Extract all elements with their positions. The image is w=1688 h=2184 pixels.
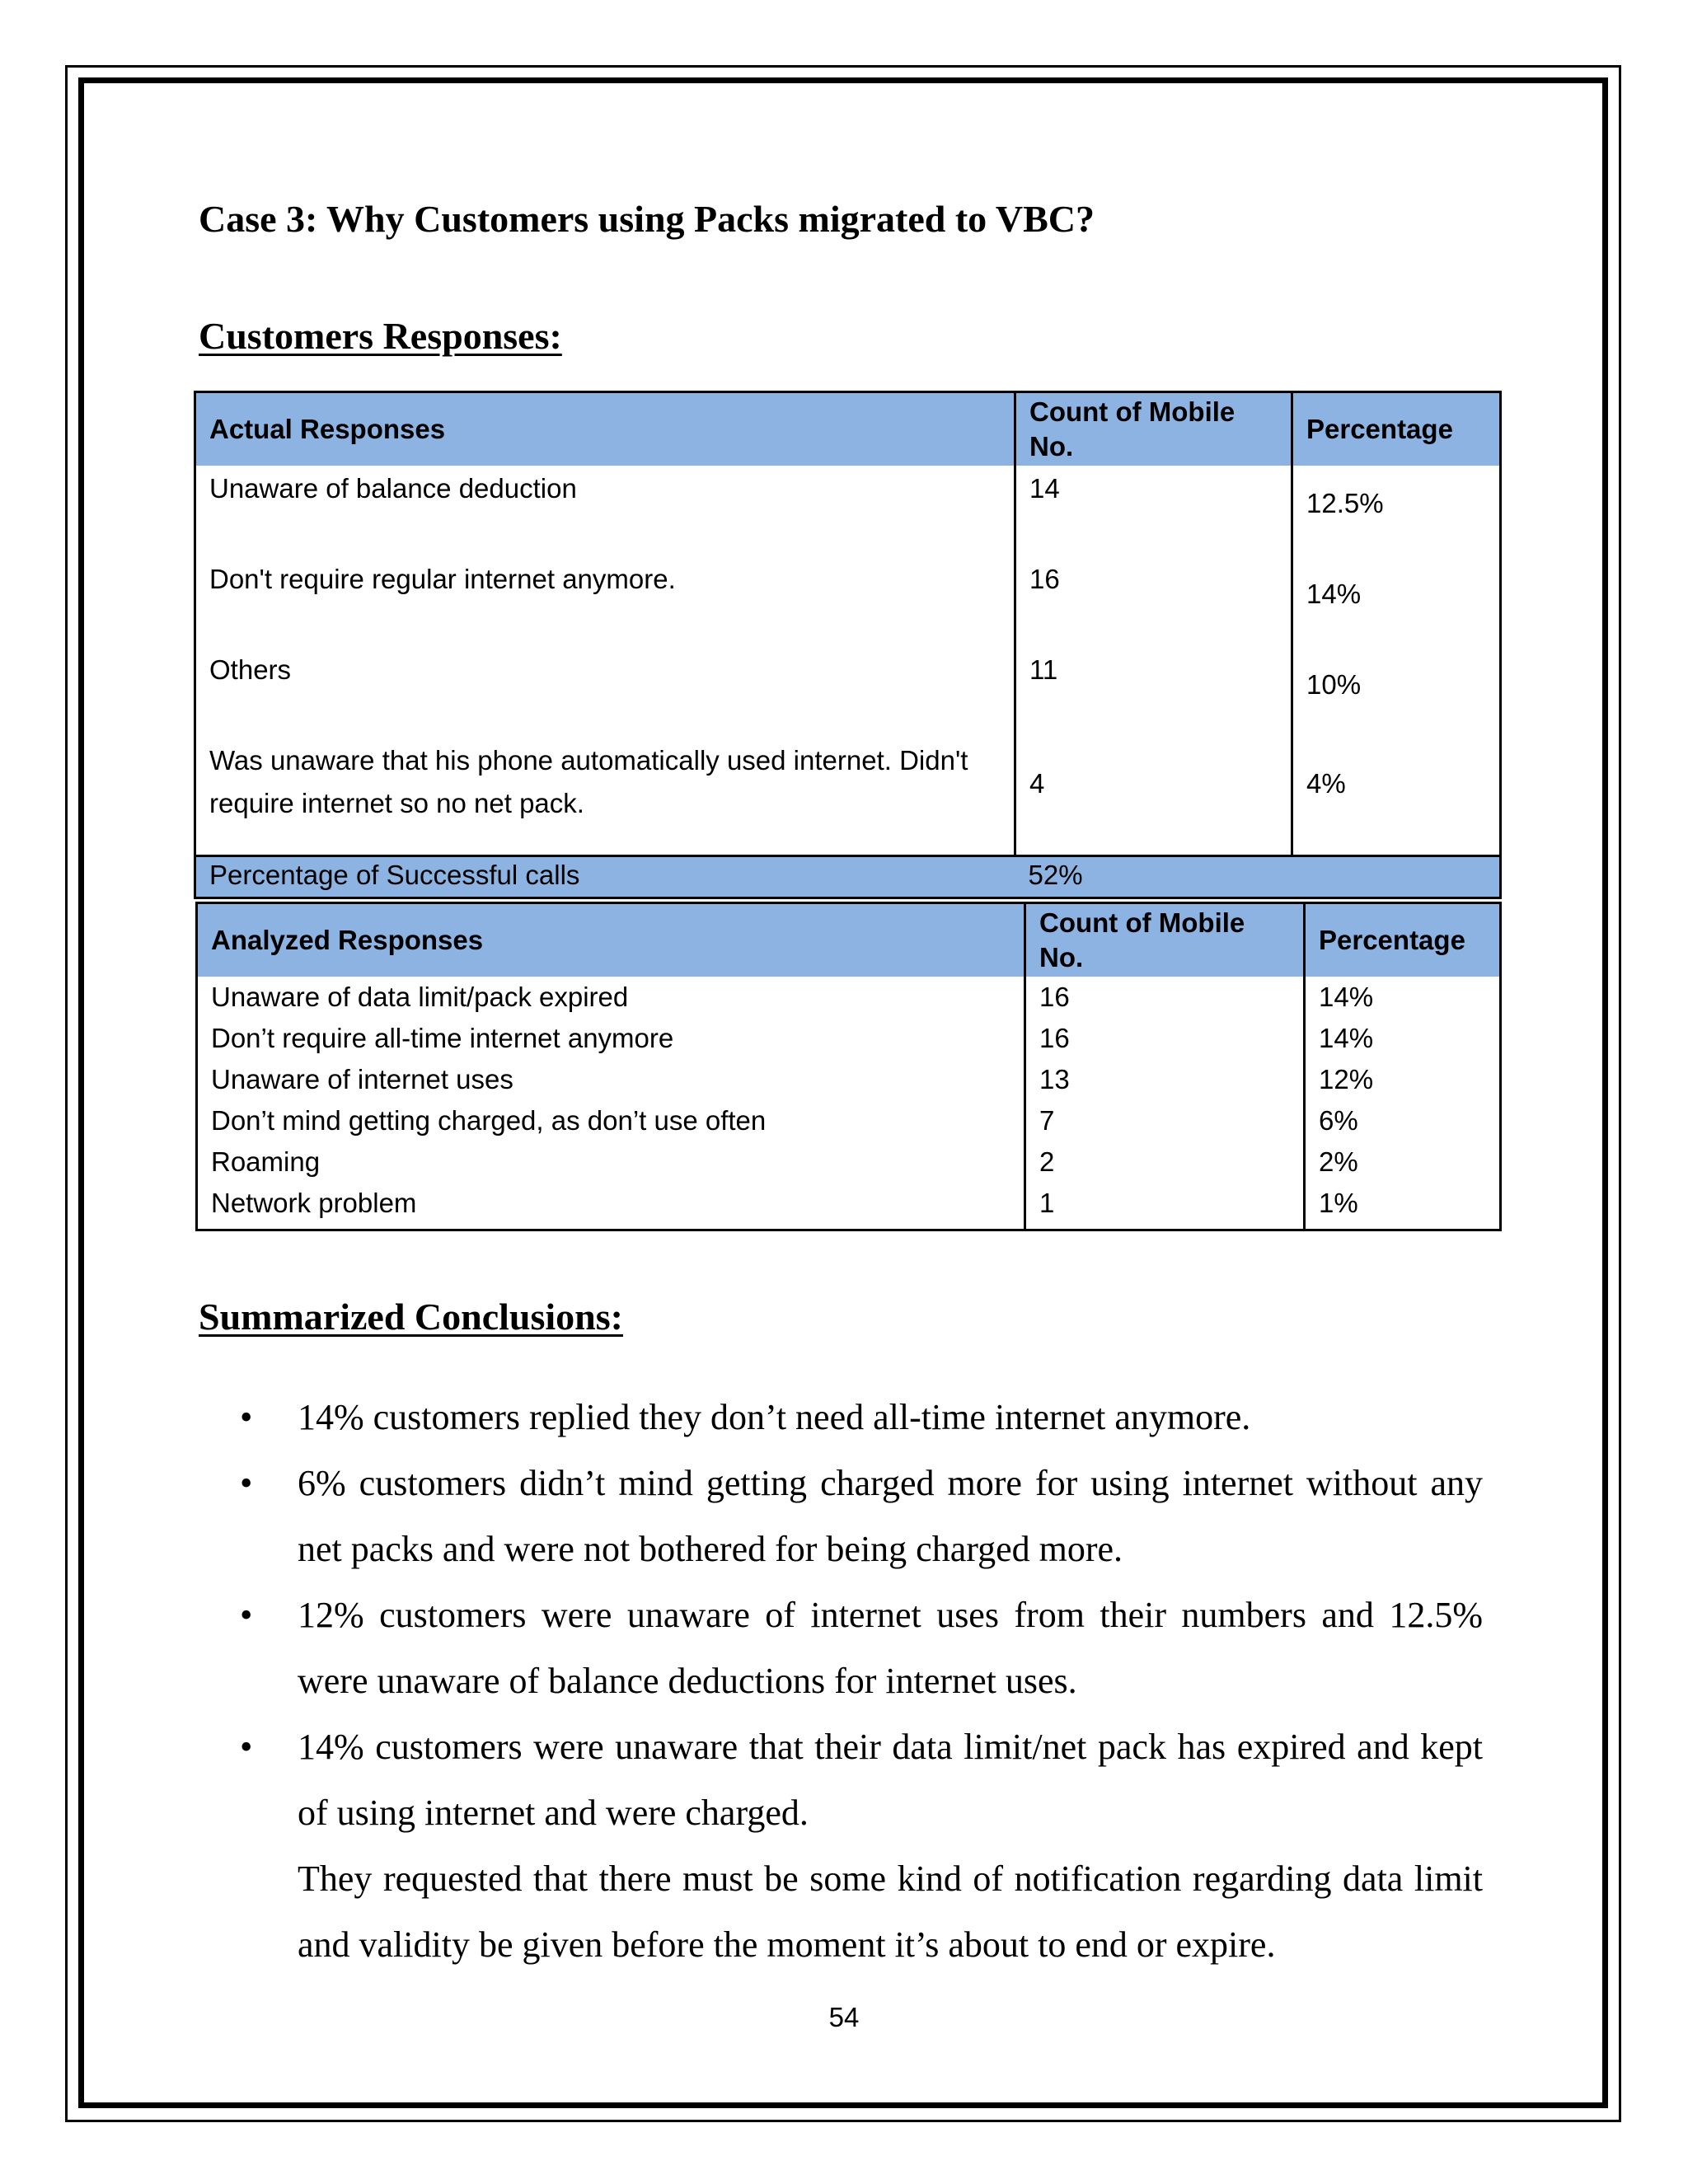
conclusion-text: 14% customers replied they don’t need all-time internet anymore. <box>298 1397 1251 1437</box>
table-row <box>197 1100 1501 1141</box>
table-header-row <box>195 392 1501 466</box>
table-row <box>195 738 1501 856</box>
count-cell: 13 <box>1025 1059 1305 1100</box>
conclusions-heading: Summarized Conclusions: <box>199 1296 623 1338</box>
percentage-cell: 12.5% <box>1292 466 1501 556</box>
percentage-cell: 6% <box>1305 1100 1501 1141</box>
table-row <box>197 977 1501 1018</box>
table-header-row <box>197 903 1501 977</box>
count-cell: 16 <box>1015 556 1292 647</box>
table-row <box>197 1183 1501 1230</box>
table-row <box>195 466 1501 556</box>
count-cell: 1 <box>1025 1183 1305 1230</box>
case-title: Case 3: Why Customers using Packs migrated to VBC? <box>199 198 1095 240</box>
count-cell: 11 <box>1015 647 1292 738</box>
list-item <box>240 1582 1483 1714</box>
conclusion-followup: They requested that there must be some kind of notification regarding data limit and validity be given before the moment it’s about to end or expire. <box>298 1858 1483 1965</box>
page-number: 54 <box>828 2002 860 2032</box>
response-cell: Unaware of data limit/pack expired <box>211 982 629 1012</box>
percentage-cell: 14% <box>1292 556 1501 647</box>
percentage-cell: 4% <box>1292 738 1501 856</box>
bullet-icon: • <box>240 1727 253 1767</box>
table-row <box>197 1141 1501 1183</box>
response-cell: Unaware of balance deduction <box>209 473 577 504</box>
response-cell: Don't require regular internet anymore. <box>209 564 676 594</box>
summary-value: 52% <box>1015 856 1501 898</box>
table-row <box>197 1018 1501 1059</box>
response-cell: Others <box>209 654 292 685</box>
conclusions-list <box>240 1385 1483 1978</box>
column-header: Count of Mobile No. <box>1025 903 1305 977</box>
percentage-cell: 12% <box>1305 1059 1501 1100</box>
percentage-cell: 14% <box>1305 1018 1501 1059</box>
analyzed-responses-table <box>195 902 1502 1231</box>
column-header: Count of Mobile No. <box>1015 392 1292 466</box>
actual-responses-table <box>194 391 1502 899</box>
list-item <box>240 1451 1483 1582</box>
count-cell: 14 <box>1015 466 1292 556</box>
count-cell: 16 <box>1025 1018 1305 1059</box>
percentage-cell: 2% <box>1305 1141 1501 1183</box>
column-header: Percentage <box>1305 903 1501 977</box>
response-cell: Don’t mind getting charged, as don’t use often <box>211 1105 767 1136</box>
response-cell: Roaming <box>211 1146 321 1177</box>
response-cell: Network problem <box>211 1188 417 1218</box>
column-header: Percentage <box>1292 392 1501 466</box>
bullet-icon: • <box>240 1397 253 1437</box>
list-item <box>240 1714 1483 1846</box>
summary-label: Percentage of Successful calls <box>195 856 1015 898</box>
table-row <box>195 556 1501 647</box>
count-cell: 4 <box>1015 738 1292 856</box>
column-header: Analyzed Responses <box>197 903 1025 977</box>
responses-heading: Customers Responses: <box>199 315 562 357</box>
response-cell: Don’t require all-time internet anymore <box>211 1023 674 1053</box>
table-row <box>195 647 1501 738</box>
percentage-cell: 10% <box>1292 647 1501 738</box>
conclusion-text: 12% customers were unaware of internet uses from their numbers and 12.5% were unaware of balance deductions for internet uses. <box>298 1595 1483 1701</box>
response-cell: Was unaware that his phone automatically used internet. Didn't require internet so no net pack. <box>209 745 968 818</box>
conclusion-text: 6% customers didn’t mind getting charged more for using internet without any net packs and were not bothered for being charged more. <box>298 1463 1483 1569</box>
percentage-cell: 1% <box>1305 1183 1501 1230</box>
count-cell: 2 <box>1025 1141 1305 1183</box>
count-cell: 16 <box>1025 977 1305 1018</box>
bullet-icon: • <box>240 1595 253 1635</box>
summary-row <box>195 856 1501 898</box>
percentage-cell: 14% <box>1305 977 1501 1018</box>
response-cell: Unaware of internet uses <box>211 1064 513 1094</box>
list-item <box>240 1385 1483 1451</box>
column-header: Actual Responses <box>195 392 1015 466</box>
bullet-icon: • <box>240 1463 253 1503</box>
conclusion-text: 14% customers were unaware that their data limit/net pack has expired and kept of using internet and were charged. <box>298 1727 1483 1833</box>
table-row <box>197 1059 1501 1100</box>
count-cell: 7 <box>1025 1100 1305 1141</box>
